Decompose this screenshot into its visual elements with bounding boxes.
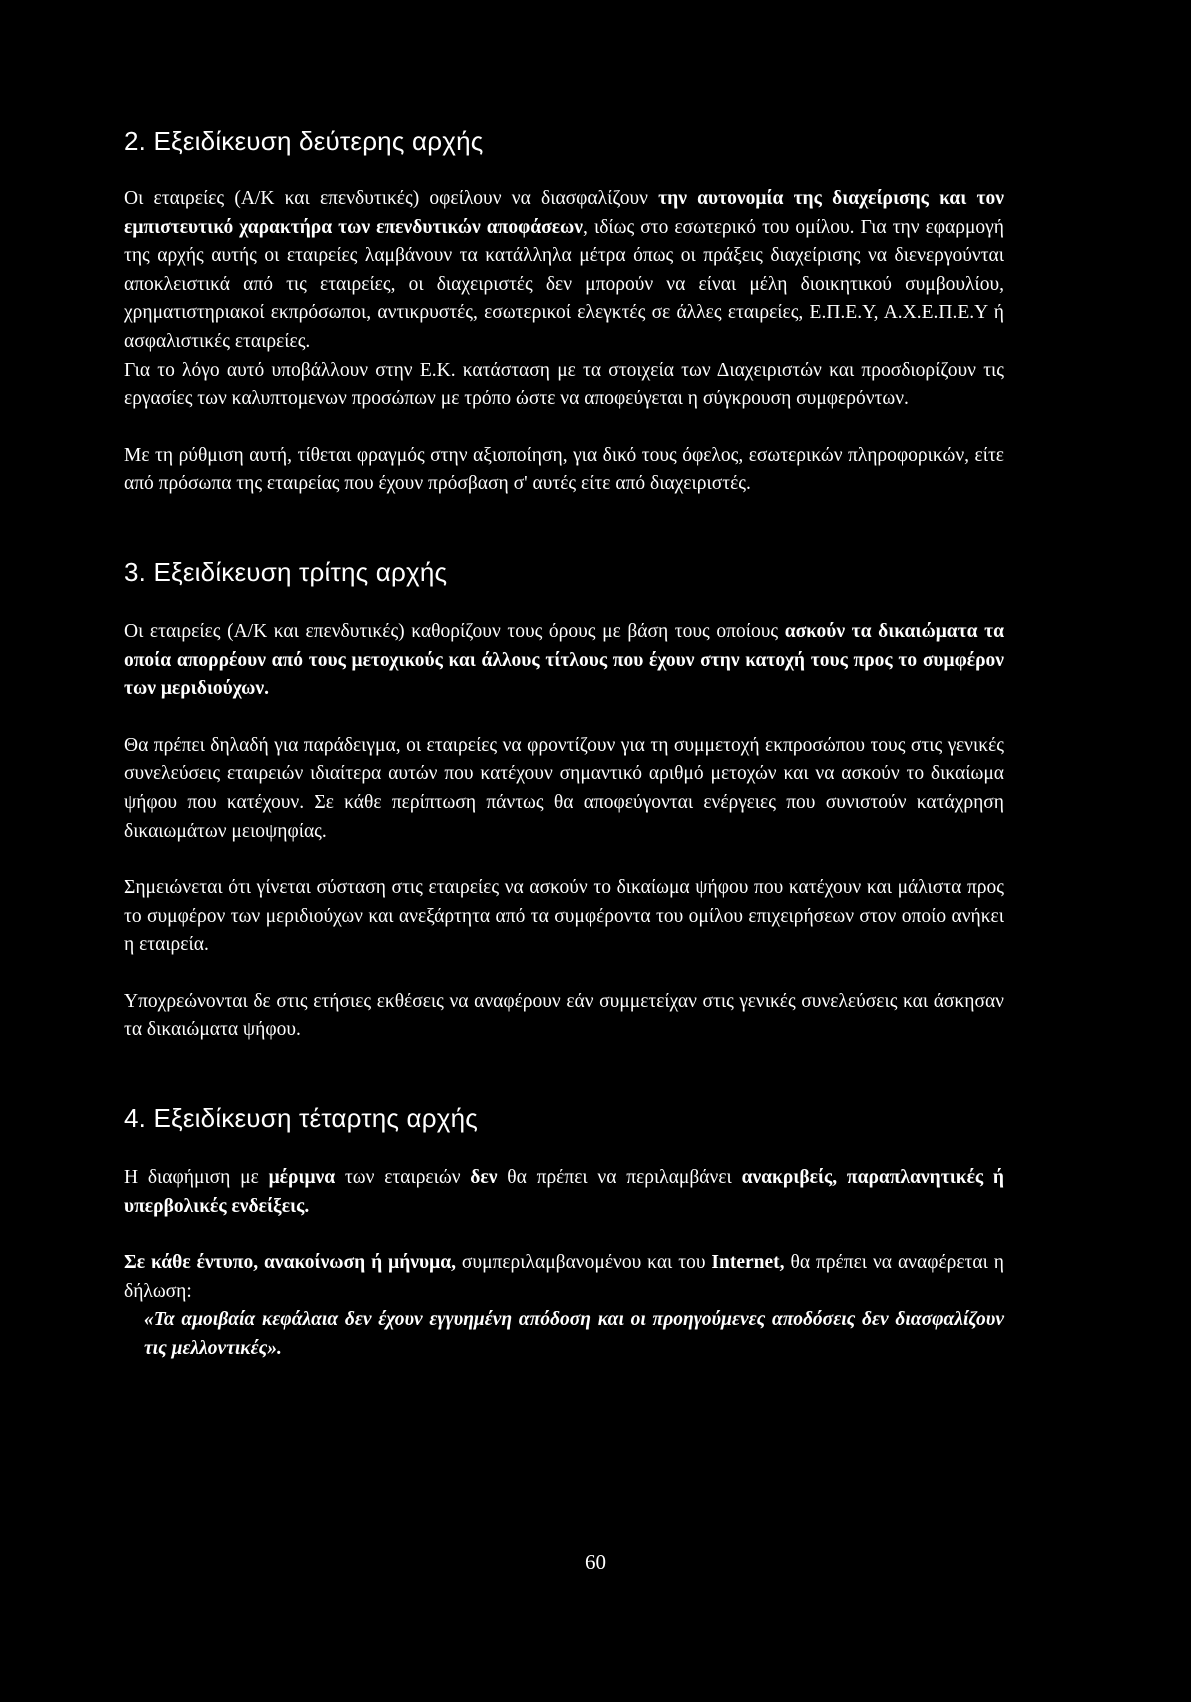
section-4-paragraph-2: Σε κάθε έντυπο, ανακοίνωση ή μήνυμα, συμπεριλαμβανομένου και του Internet, θα πρέπει να αναφέρεται η δήλωση: [124, 1252, 1004, 1302]
document-page [124, 126, 1004, 1364]
section-4-heading: 4. Εξειδίκευση τέταρτης αρχής [124, 1103, 479, 1134]
section-3-paragraph-4: Υποχρεώνονται δε στις ετήσιες εκθέσεις να αναφέρουν εάν συμμετείχαν στις γενικές συνελεύσεις και άσκησαν τα δικαιώματα ψήφου. [124, 990, 1004, 1041]
emphasis-text: την αυτονομία της διαχείρισης και τον εμπιστευτικό χαρακτήρα των επενδυτικών αποφάσεων [124, 188, 1005, 238]
section-2-paragraph-2: Με τη ρύθμιση αυτή, τίθεται φραγμός στην αξιοποίηση, για δικό τους όφελος, εσωτερικών πληροφορικών, είτε από πρόσωπα της εταιρείας που έχουν πρόσβαση σ' αυτές είτε από διαχειριστές. [124, 444, 1004, 495]
section-3-paragraph-3: Σημειώνεται ότι γίνεται σύσταση στις εταιρείες να ασκούν το δικαίωμα ψήφου που κατέχουν και μάλιστα προς το συμφέρον των μεριδιούχων και ανεξάρτητα από τα συμφέροντα του ομίλου επιχειρήσεων στον οποίο ανήκει η εταιρεία. [124, 877, 1004, 956]
section-3-heading: 3. Εξειδίκευση τρίτης αρχής [124, 556, 448, 587]
section-3-paragraph-2: Θα πρέπει δηλαδή για παράδειγμα, οι εταιρείες να φροντίζουν για τη συμμετοχή εκπροσώπου τους στις γενικές συνελεύσεις εταιρειών ιδιαίτερα αυτών που κατέχουν σημαντικό αριθμό μετοχών και να ασκούν το δικαίωμα ψήφου που κατέχουν. Σε κάθε περίπτωση πάντως θα αποφεύγονται ενέργειες που συνιστούν κατάχρηση δικαιωμάτων μειοψηφίας. [124, 734, 1004, 842]
section-2-paragraph-1: Οι εταιρείες (Α/Κ και επενδυτικές) οφείλουν να διασφαλίζουν την αυτονομία της διαχείρισης και τον εμπιστευτικό χαρακτήρα των επενδυτικών αποφάσεων, ιδίως στο εσωτερικό του ομίλου. Για την εφαρμογή της αρχής αυτής οι εταιρείες λαμβάνουν τα κατάλληλα μέτρα όπως οι πράξεις διαχείρισης να διενεργούνται αποκλειστικά από τις εταιρείες, οι διαχειριστές δεν μπορούν να είναι μέλη διοικητικού συμβουλίου, χρηματιστηριακοί εκπρόσωποι, αντικρυστές, εσωτερικοί ελεγκτές σε άλλες εταιρείες, Ε.Π.Ε.Υ, Α.Χ.Ε.Π.Ε.Υ ή ασφαλιστικές εταιρείες. Για το λόγο αυτό υποβάλλουν στην Ε.Κ. κατάσταση με τα στοιχεία των Διαχειριστών και προσδιορίζουν τις εργασίες των καλυπτομενων προσώπων με τρόπο ώστε να αποφεύγεται η σύγκρουση συμφερόντων. [124, 188, 1005, 410]
page-number: 60 [585, 1550, 606, 1574]
section-2-heading: 2. Εξειδίκευση δεύτερης αρχής [124, 126, 484, 156]
section-4-paragraph-1: Η διαφήμιση με μέριμνα των εταιρειών δεν θα πρέπει να περιλαμβάνει ανακριβείς, παραπλανητικές ή υπερβολικές ενδείξεις. [124, 1167, 1004, 1217]
disclaimer-quote: «Τα αμοιβαία κεφάλαια δεν έχουν εγγυημένη απόδοση και οι προηγούμενες αποδόσεις δεν διασφαλίζουν τις μελλοντικές». [144, 1309, 1004, 1360]
section-3-paragraph-1: Οι εταιρείες (Α/Κ και επενδυτικές) καθορίζουν τους όρους με βάση τους οποίους ασκούν τα δικαιώματα τα οποία απορρέουν από τους μετοχικούς και άλλους τίτλους που έχουν στην κατοχή τους προς το συμφέρον των μεριδιούχων. [124, 620, 1004, 700]
emphasis-text: ασκούν τα δικαιώματα τα οποία απορρέουν από τους μετοχικούς και άλλους τίτλους που έχουν στην κατοχή τους προς το συμφέρον των μεριδιούχων. [124, 620, 1004, 700]
